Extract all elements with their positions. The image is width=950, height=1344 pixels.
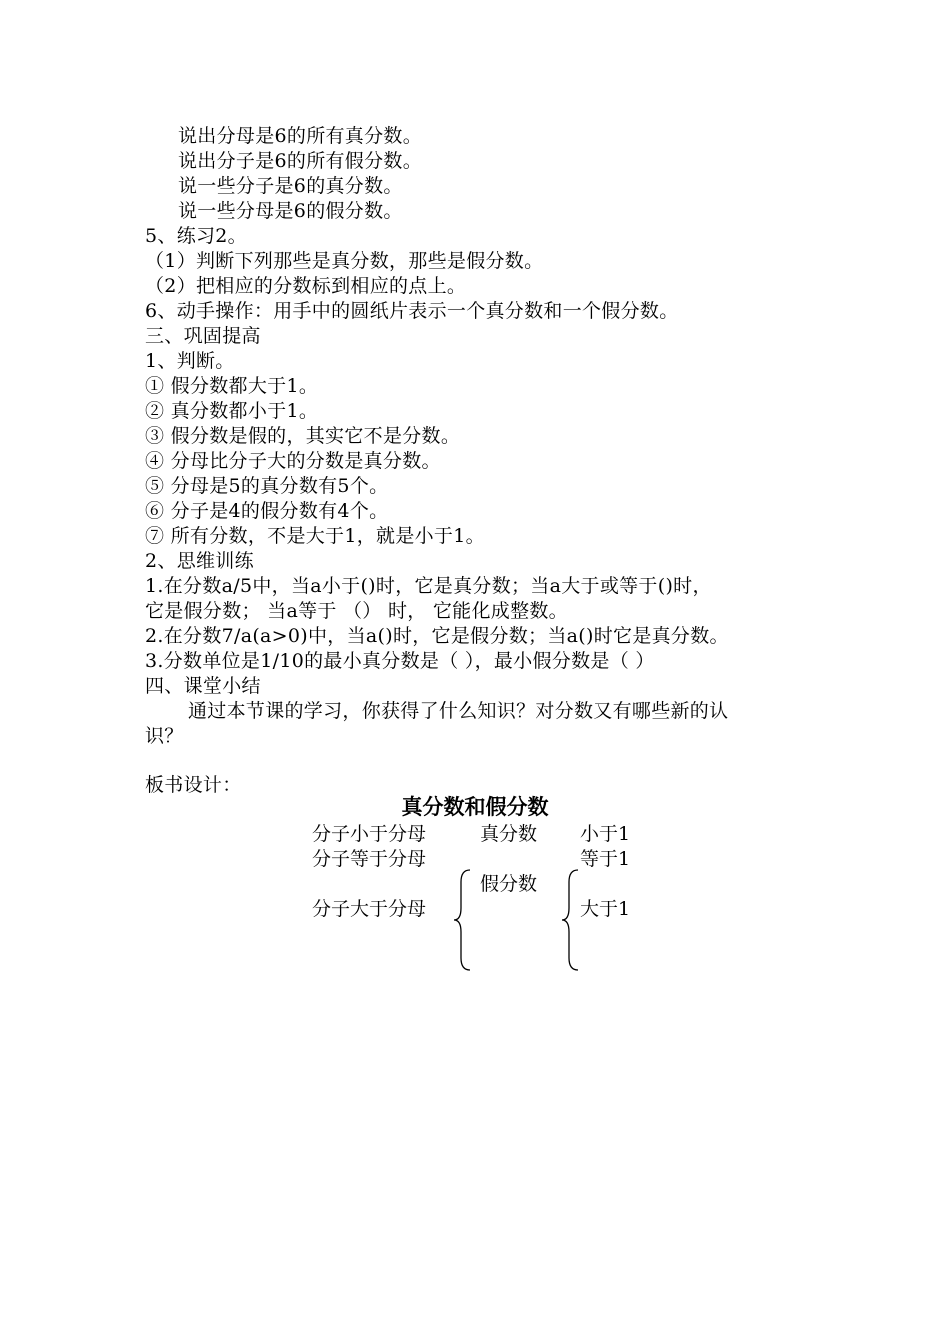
board-left-item: 分子小于分母: [312, 823, 427, 845]
section-item: 6、动手操作：用手中的圆纸片表示一个真分数和一个假分数。: [145, 300, 679, 322]
brace-icon: [452, 868, 476, 972]
board-design-label: 板书设计：: [145, 774, 242, 796]
summary-line: 识？: [145, 725, 184, 747]
judgement-item: ④ 分母比分子大的分数是真分数。: [145, 450, 441, 472]
text-line: 说出分母是6的所有真分数。: [178, 125, 422, 147]
text-line: 说出分子是6的所有假分数。: [178, 150, 422, 172]
exercise-line: 2.在分数7/a(a>0)中，当a()时，它是假分数；当a()时它是真分数。: [145, 625, 729, 647]
section-item: 2、思维训练: [145, 550, 254, 572]
judgement-item: ⑥ 分子是4的假分数有4个。: [145, 500, 389, 522]
board-left-item: 分子大于分母: [312, 898, 427, 920]
text-line: 说一些分子是6的真分数。: [178, 175, 403, 197]
section-heading: 三、巩固提高: [145, 325, 261, 347]
board-left-item: 分子等于分母: [312, 848, 427, 870]
exercise-line: 它是假分数； 当a等于 （） 时， 它能化成整数。: [145, 600, 568, 622]
judgement-item: ③ 假分数是假的，其实它不是分数。: [145, 425, 461, 447]
text-line: （1）判断下列那些是真分数，那些是假分数。: [145, 250, 544, 272]
board-right-item: 大于1: [580, 898, 631, 920]
judgement-item: ① 假分数都大于1。: [145, 375, 319, 397]
section-item: 5、练习2。: [145, 225, 247, 247]
board-middle-item: 真分数: [480, 823, 538, 845]
summary-line: 通过本节课的学习，你获得了什么知识？对分数又有哪些新的认: [188, 700, 729, 722]
judgement-item: ⑦ 所有分数，不是大于1，就是小于1。: [145, 525, 485, 547]
brace-icon: [560, 868, 584, 972]
board-middle-item: 假分数: [480, 873, 538, 895]
judgement-item: ② 真分数都小于1。: [145, 400, 319, 422]
section-heading: 四、课堂小结: [145, 675, 261, 697]
text-line: 说一些分母是6的假分数。: [178, 200, 403, 222]
exercise-line: 1.在分数a/5中，当a小于()时，它是真分数；当a大于或等于()时，: [145, 575, 712, 597]
board-right-item: 小于1: [580, 823, 631, 845]
judgement-item: ⑤ 分母是5的真分数有5个。: [145, 475, 389, 497]
section-item: 1、判断。: [145, 350, 235, 372]
board-title: 真分数和假分数: [401, 795, 549, 819]
text-line: （2）把相应的分数标到相应的点上。: [145, 275, 467, 297]
exercise-line: 3.分数单位是1/10的最小真分数是（ ），最小假分数是（ ）: [145, 650, 655, 672]
board-right-item: 等于1: [580, 848, 631, 870]
